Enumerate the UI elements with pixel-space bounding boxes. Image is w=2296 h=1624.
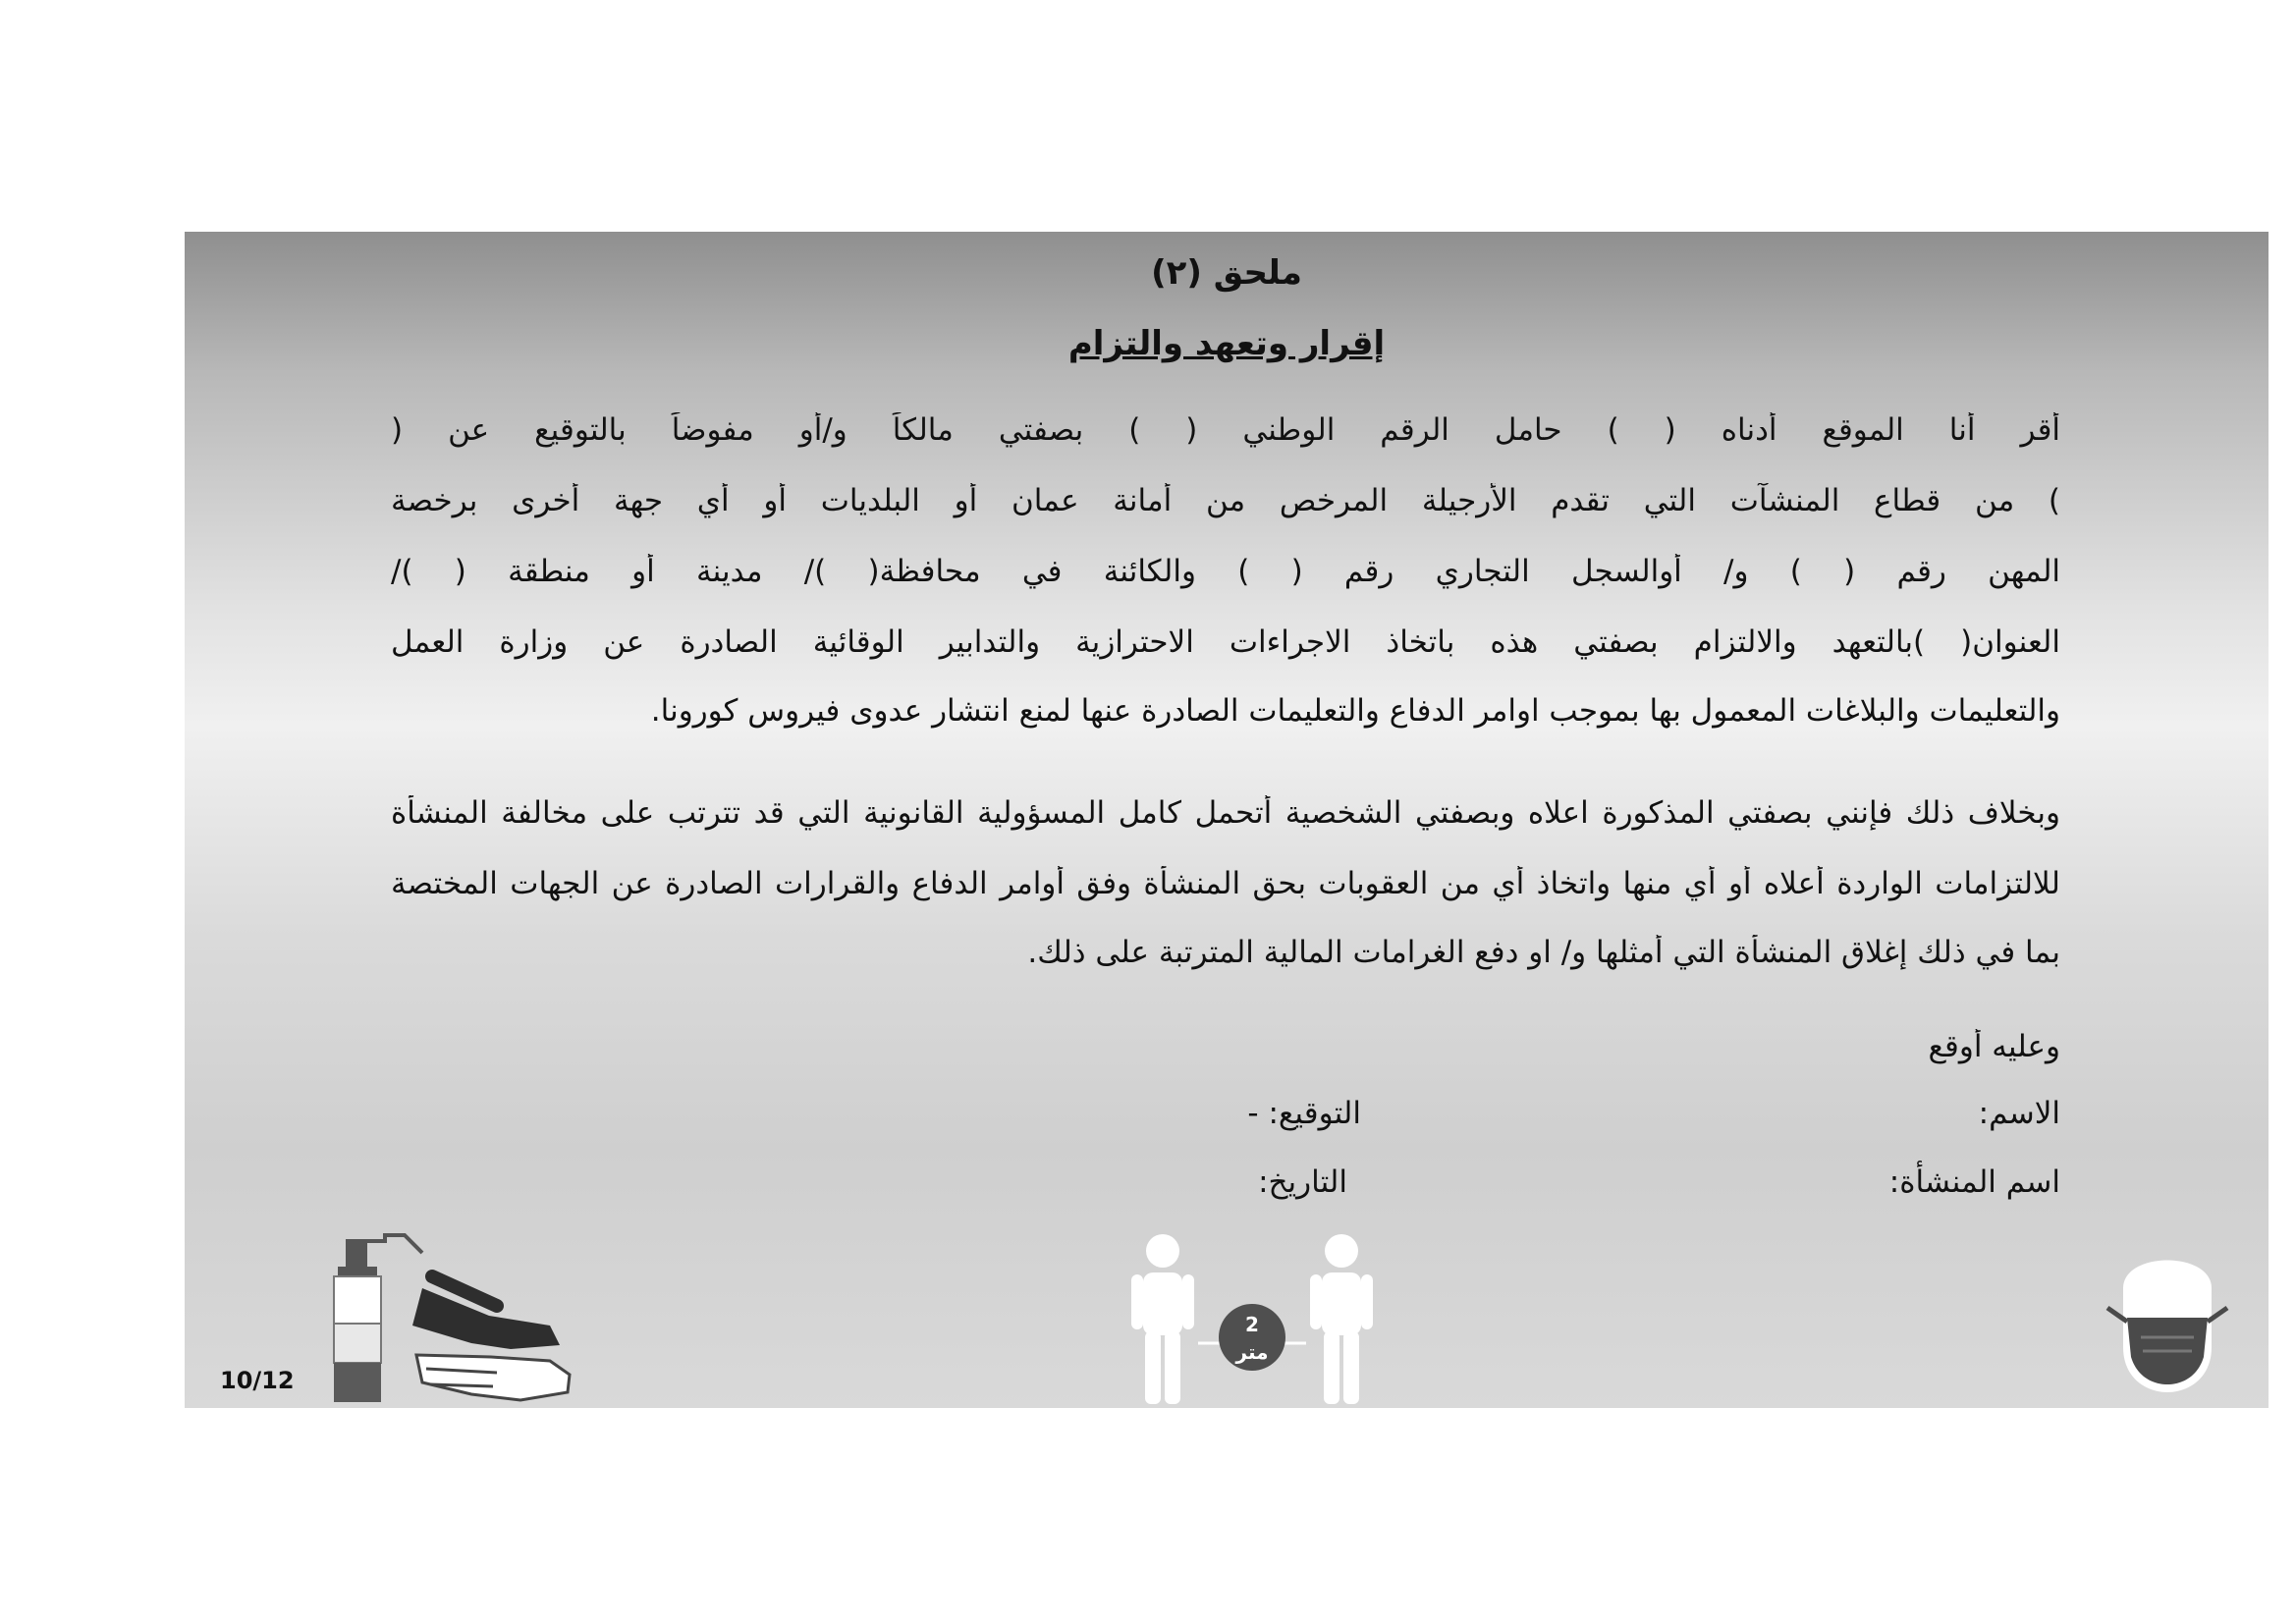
distance-number: 2 <box>1245 1313 1259 1336</box>
signature-label: التوقيع: - <box>1247 1096 1361 1131</box>
facility-name-label: اسم المنشأة: <box>1888 1164 2060 1200</box>
hands-icon <box>403 1267 579 1404</box>
name-label: الاسم: <box>1978 1096 2060 1131</box>
paragraph2-line-3: بما في ذلك إغلاق المنشأة التي أمثلها و/ او دفع الغرامات المالية المترتبة على ذلك. <box>1027 935 2060 970</box>
distance-unit: متر <box>1235 1340 1269 1364</box>
paragraph2-line-2: للالتزامات الواردة أعلاه أو أي منها واتخاذ أي من العقوبات بحق المنشأة وفق أوامر الدفاع والقرارات الصادرة عن الجهات المختصة <box>391 866 2060 901</box>
body-line-2: ) من قطاع المنشآت التي تقدم الأرجيلة المرخص من أمانة عمان أو البلديات أو أي جهة أخرى برخصة <box>391 483 2060 518</box>
body-line-1: أقر أنا الموقع أدناه ( ) حامل الرقم الوطني ( ) بصفتي مالكاً و/أو مفوضاً بالتوقيع عن ( <box>391 412 2060 448</box>
page-number: 10/12 <box>220 1367 295 1394</box>
date-label: التاريخ: <box>1258 1164 1347 1200</box>
body-line-5: والتعليمات والبلاغات المعمول بها بموجب اوامر الدفاع والتعليمات الصادرة عنها لمنع انتشار عدوى فيروس كورونا. <box>650 693 2060 729</box>
body-line-4: العنوان( )بالتعهد والالتزام بصفتي هذه باتخاذ الاجراءات الاحترازية والتدابير الوقائية الصادرة عن وزارة العمل <box>391 624 2060 660</box>
body-line-3: المهن رقم ( ) و/ أوالسجل التجاري رقم ( ) والكائنة في محافظة( )/ مدينة أو منطقة ( )/ <box>391 554 2060 589</box>
sign-intro: وعليه أوقع <box>1928 1029 2060 1064</box>
paragraph2-line-1: وبخلاف ذلك فإنني بصفتي المذكورة اعلاه وبصفتي الشخصية أتحمل كامل المسؤولية القانونية التي قد تترتب على مخالفة المنشأة <box>391 795 2060 831</box>
declaration-title: إقرار وتعهد والتزام <box>1067 324 1386 363</box>
face-mask-icon <box>2104 1233 2231 1396</box>
social-distance-icon <box>1129 1229 1375 1408</box>
annex-title: ملحق (٢) <box>1151 253 1302 293</box>
